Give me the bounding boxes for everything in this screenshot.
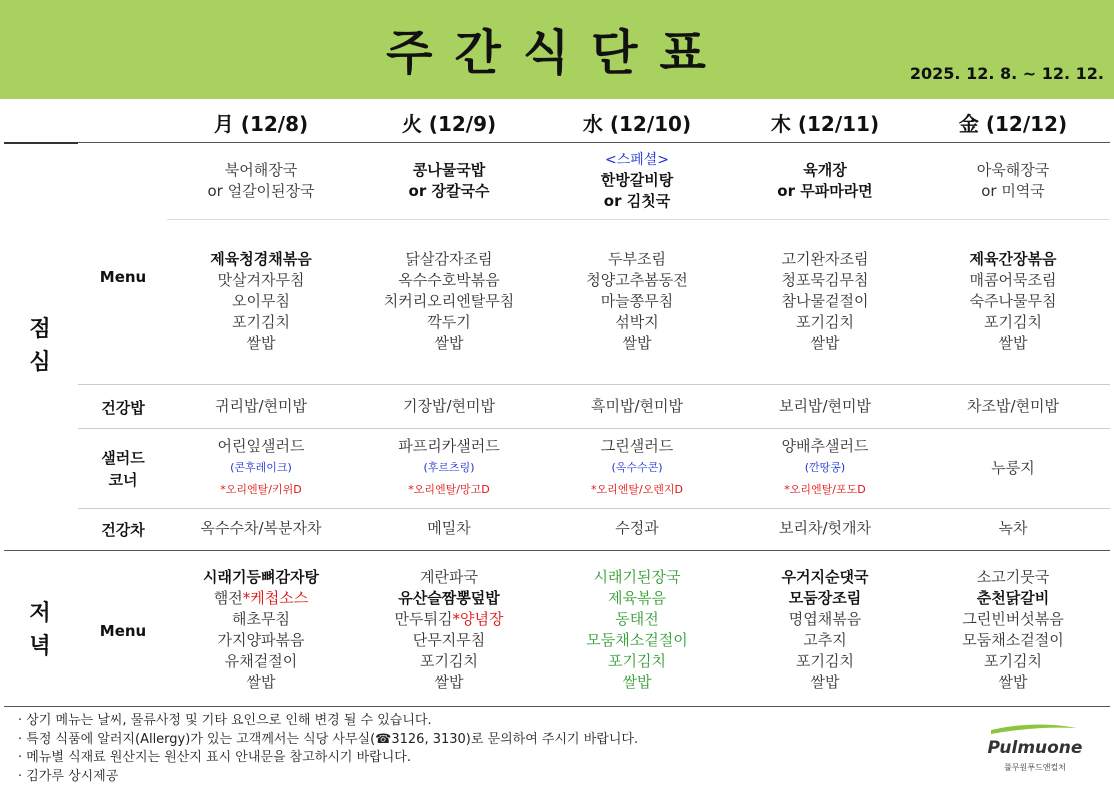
menu-item: 쌀밥 xyxy=(246,334,276,352)
menu-item-main: 만두튀김 xyxy=(394,610,453,628)
soup-option: 한방갈비탕 xyxy=(600,171,674,189)
menu-item: 매콤어묵조림 xyxy=(969,271,1057,289)
menu-item: 쌀밥 xyxy=(246,673,276,691)
health-rice-mon: 귀리밥/현미밥 xyxy=(215,397,307,415)
menu-item: 해초무침 xyxy=(232,610,290,628)
menu-item: 유채겉절이 xyxy=(224,652,298,670)
note-line: · 메뉴별 식재료 원산지는 원산지 표시 안내문을 참고하시기 바랍니다. xyxy=(18,750,411,765)
divider xyxy=(4,706,1110,707)
menu-item: 닭살감자조림 xyxy=(405,250,493,268)
menu-item: 계란파국 xyxy=(420,568,478,586)
lunch-menu-label: Menu xyxy=(99,268,147,286)
health-rice-thu: 보리밥/현미밥 xyxy=(779,397,871,415)
day-header-thu: 木 (12/11) xyxy=(770,112,880,136)
menu-item: 쌀밥 xyxy=(998,334,1028,352)
dinner-menu-wed xyxy=(543,567,731,693)
menu-item: 포기김치 xyxy=(232,313,290,331)
salad-thu xyxy=(731,436,919,501)
salad-name: 그린샐러드 xyxy=(600,437,674,455)
day-header-mon: 月 (12/8) xyxy=(213,112,309,136)
menu-item: 시래기등뼈감자탕 xyxy=(203,568,319,586)
note-line: · 특정 식품에 알러지(Allergy)가 있는 고객께서는 식당 사무실(☎3126, 3130)로 문의하여 주시기 바랍니다. xyxy=(18,731,639,747)
salad-name: 파프리카샐러드 xyxy=(398,437,500,455)
menu-item: 마늘쫑무침 xyxy=(600,292,674,310)
lunch-menu-fri xyxy=(919,249,1107,354)
salad-name: 어린잎샐러드 xyxy=(217,437,305,455)
lunch-soup-fri xyxy=(919,160,1107,202)
menu-item: 쌀밥 xyxy=(434,334,464,352)
menu-item: 모둠채소겉절이 xyxy=(962,631,1064,649)
menu-item: 포기김치 xyxy=(984,313,1042,331)
lunch-label-line1: 점 xyxy=(29,317,51,342)
menu-item: 쌀밥 xyxy=(998,673,1028,691)
salad-dressing: *오리엔탈/오렌지D xyxy=(590,483,684,496)
menu-item: 고추지 xyxy=(803,631,847,649)
salad-topping: (깐땅콩) xyxy=(804,461,846,474)
lunch-label xyxy=(0,313,80,379)
menu-item xyxy=(167,588,355,609)
soup-option: or 무파마라면 xyxy=(777,182,873,200)
dinner-menu-fri xyxy=(919,567,1107,693)
menu-item: 참나물겉절이 xyxy=(781,292,869,310)
divider xyxy=(4,550,1110,551)
soup-option: or 장칼국수 xyxy=(408,182,490,200)
menu-item: 쌀밥 xyxy=(434,673,464,691)
lunch-label-line2: 심 xyxy=(29,350,51,375)
menu-item: 포기김치 xyxy=(796,313,854,331)
dinner-label-line1: 저 xyxy=(29,601,51,626)
menu-item: 옥수수호박볶음 xyxy=(398,271,500,289)
salad-corner-label xyxy=(78,447,168,491)
menu-item-sauce: *양념장 xyxy=(452,610,504,628)
health-tea-label: 건강차 xyxy=(101,521,145,539)
tea-mon: 옥수수차/복분자차 xyxy=(200,519,322,537)
soup-option: 콩나물국밥 xyxy=(412,161,486,179)
divider xyxy=(4,142,78,144)
salad-dressing: *오리엔탈/키위D xyxy=(220,483,302,496)
pulmuone-logo xyxy=(985,722,1085,774)
menu-item: 맛살겨자무침 xyxy=(217,271,305,289)
health-rice-wed: 흑미밥/현미밥 xyxy=(591,397,683,415)
menu-item: 가지양파볶음 xyxy=(217,631,305,649)
menu-item: 두부조림 xyxy=(608,250,666,268)
lunch-menu-thu xyxy=(731,249,919,354)
day-header-fri: 金 (12/12) xyxy=(958,112,1068,136)
health-rice-label: 건강밥 xyxy=(101,399,145,417)
salad-topping: (옥수수콘) xyxy=(611,461,663,474)
date-range: 2025. 12. 8. ~ 12. 12. xyxy=(909,64,1104,83)
soup-option: 아욱해장국 xyxy=(976,161,1050,179)
menu-item: 춘천닭갈비 xyxy=(976,589,1050,607)
soup-option: or 얼갈이된장국 xyxy=(207,182,315,200)
dinner-menu-label: Menu xyxy=(99,622,147,640)
menu-item: 제육간장볶음 xyxy=(969,250,1057,268)
menu-item: 소고기뭇국 xyxy=(976,568,1050,586)
health-rice-fri: 차조밥/현미밥 xyxy=(967,397,1059,415)
menu-item: 오이무침 xyxy=(232,292,290,310)
lunch-menu-tue xyxy=(355,249,543,354)
tea-thu: 보리차/헛개차 xyxy=(779,519,871,537)
salad-label-line1: 샐러드 xyxy=(101,449,145,467)
note-line: · 상기 메뉴는 날씨, 물류사정 및 기타 요인으로 인해 변경 될 수 있습니다. xyxy=(18,713,432,728)
dinner-label-line2: 녁 xyxy=(29,634,51,659)
special-tag: <스페셜> xyxy=(604,152,670,168)
menu-item: 그린빈버섯볶음 xyxy=(962,610,1064,628)
menu-item: 제육볶음 xyxy=(608,589,666,607)
salad-wed xyxy=(543,436,731,501)
menu-item: 숙주나물무침 xyxy=(969,292,1057,310)
lunch-soup-wed xyxy=(543,150,731,212)
menu-item: 청양고추봄동전 xyxy=(586,271,688,289)
menu-item: 쌀밥 xyxy=(622,673,652,691)
salad-mon xyxy=(167,436,355,501)
salad-tue xyxy=(355,436,543,501)
lunch-menu-wed xyxy=(543,249,731,354)
menu-item-main: 햄전 xyxy=(213,589,243,607)
salad-dressing: *오리엔탈/포도D xyxy=(784,483,866,496)
menu-item: 우거지순댓국 xyxy=(781,568,869,586)
salad-topping: (콘후레이크) xyxy=(230,461,292,474)
menu-item: 치커리오리엔탈무침 xyxy=(383,292,515,310)
menu-item: 고기완자조림 xyxy=(781,250,869,268)
salad-dressing: *오리엔탈/망고D xyxy=(408,483,490,496)
salad-topping: (후르츠링) xyxy=(423,461,475,474)
menu-item: 청포묵김무침 xyxy=(781,271,869,289)
day-header-wed: 水 (12/10) xyxy=(582,112,692,136)
menu-item: 깍두기 xyxy=(427,313,471,331)
menu-item-sauce: *케첩소스 xyxy=(242,589,309,607)
tea-tue: 메밀차 xyxy=(427,519,471,537)
dinner-menu-mon xyxy=(167,567,355,693)
menu-item: 포기김치 xyxy=(984,652,1042,670)
divider xyxy=(78,142,1110,143)
day-header-tue: 火 (12/9) xyxy=(401,112,497,136)
menu-item: 동태전 xyxy=(615,610,659,628)
salad-name: 양배추샐러드 xyxy=(781,437,869,455)
menu-item: 모둠장조림 xyxy=(788,589,862,607)
dinner-menu-thu xyxy=(731,567,919,693)
menu-item: 명엽채볶음 xyxy=(788,610,862,628)
menu-item: 단무지무침 xyxy=(412,631,486,649)
health-rice-tue: 기장밥/현미밥 xyxy=(403,397,495,415)
menu-item: 쌀밥 xyxy=(622,334,652,352)
divider xyxy=(78,428,1110,429)
notes-section xyxy=(18,712,638,786)
logo-subtitle: 풀무원푸드앤컬처 xyxy=(1004,763,1066,772)
menu-item: 쌀밥 xyxy=(810,673,840,691)
divider xyxy=(167,219,1110,220)
page-title: 주간식단표 xyxy=(386,25,728,81)
tea-wed: 수정과 xyxy=(615,519,659,537)
salad-fri: 누룽지 xyxy=(991,459,1035,477)
logo-name: Pulmuone xyxy=(987,738,1083,758)
salad-label-line2: 코너 xyxy=(108,471,138,489)
note-line: · 김가루 상시제공 xyxy=(18,768,119,784)
menu-item: 시래기된장국 xyxy=(593,568,681,586)
menu-item: 유산슬짬뽕덮밥 xyxy=(398,589,500,607)
menu-item: 포기김치 xyxy=(420,652,478,670)
menu-item xyxy=(355,609,543,630)
menu-item: 섞박지 xyxy=(615,313,659,331)
soup-option: or 김칫국 xyxy=(603,192,671,210)
dinner-label xyxy=(0,597,80,663)
soup-option: 북어해장국 xyxy=(224,161,298,179)
lunch-menu-mon xyxy=(167,249,355,354)
lunch-soup-mon xyxy=(167,160,355,202)
menu-item: 포기김치 xyxy=(608,652,666,670)
dinner-menu-tue xyxy=(355,567,543,693)
menu-item: 제육청경채볶음 xyxy=(210,250,312,268)
menu-item: 포기김치 xyxy=(796,652,854,670)
lunch-soup-tue xyxy=(355,160,543,202)
divider xyxy=(78,508,1110,509)
menu-item: 쌀밥 xyxy=(810,334,840,352)
tea-fri: 녹차 xyxy=(998,519,1028,537)
soup-option: or 미역국 xyxy=(981,182,1045,200)
soup-option: 육개장 xyxy=(803,161,847,179)
divider xyxy=(78,384,1110,385)
lunch-soup-thu xyxy=(731,160,919,202)
header-banner xyxy=(0,0,1114,99)
menu-item: 모둠채소겉절이 xyxy=(586,631,688,649)
